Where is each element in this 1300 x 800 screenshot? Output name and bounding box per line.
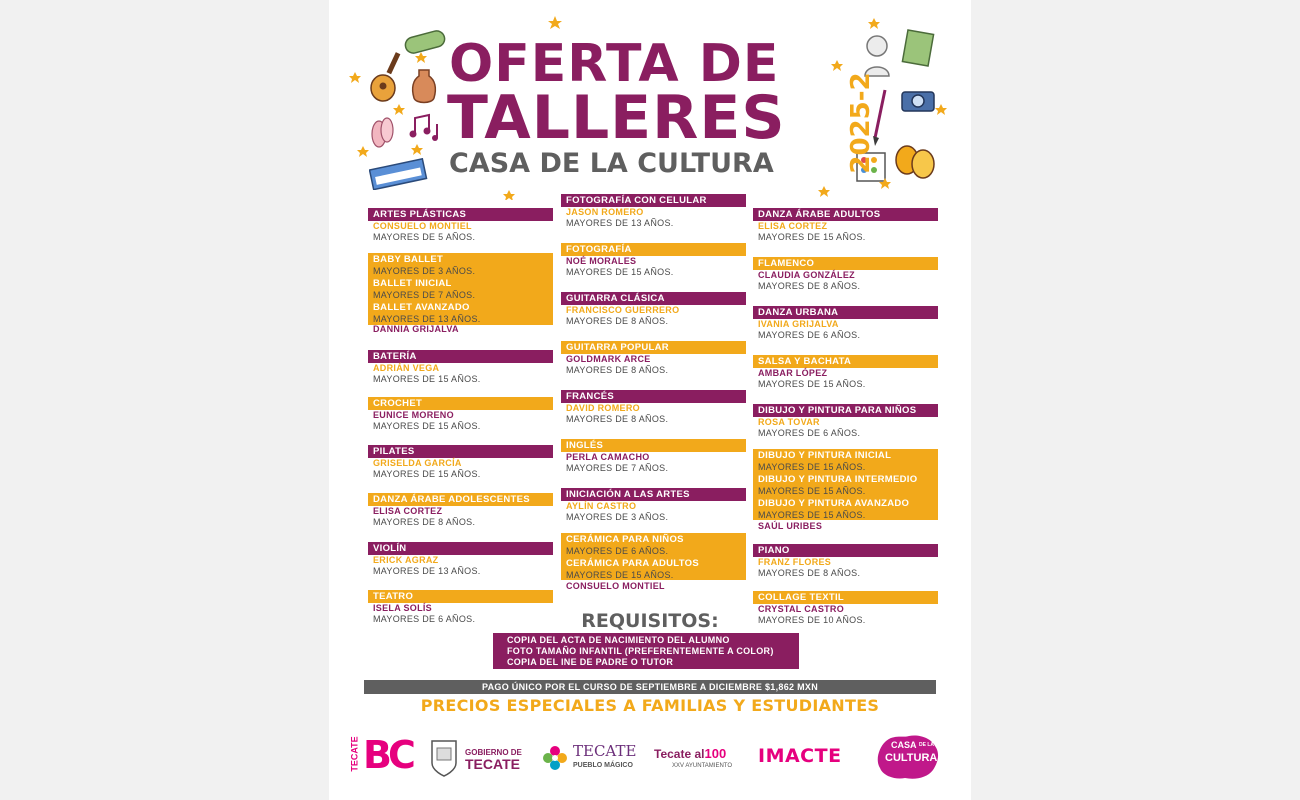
workshop-title: ARTES PLÁSTICAS <box>368 208 553 221</box>
workshop-instructor: AMBAR LÓPEZ <box>758 368 828 378</box>
workshop-title: FRANCÉS <box>561 390 746 403</box>
workshop-age: MAYORES DE 8 AÑOS. <box>373 517 476 527</box>
workshop-instructor: CRYSTAL CASTRO <box>758 604 845 614</box>
subtitle: CASA DE LA CULTURA <box>449 148 774 179</box>
tecate-bc-logo <box>345 735 413 781</box>
casa-line-2: DE LA <box>919 742 934 748</box>
workshop-instructor: GRISELDA GARCÍA <box>373 458 462 468</box>
tecateal-number: 100 <box>704 746 727 761</box>
workshop-age: MAYORES DE 8 AÑOS. <box>566 365 669 375</box>
workshop-title: VIOLÍN <box>368 542 553 555</box>
workshop-age: MAYORES DE 8 AÑOS. <box>758 568 861 578</box>
pueblo-magico-logo <box>541 740 636 780</box>
workshop-age: MAYORES DE 6 AÑOS. <box>758 330 861 340</box>
casa-line-1: CASA <box>891 740 917 750</box>
workshop-title: INGLÉS <box>561 439 746 452</box>
workshop-title: DANZA ÁRABE ADULTOS <box>753 208 938 221</box>
workshop-age: MAYORES DE 6 AÑOS. <box>373 614 476 624</box>
gobierno-tecate-logo <box>429 736 524 782</box>
workshop-title: GUITARRA POPULAR <box>561 341 746 354</box>
workshop-instructor: ROSA TOVAR <box>758 417 820 427</box>
workshop-age: MAYORES DE 6 AÑOS. <box>758 428 861 438</box>
workshop-artes-plasticas <box>368 208 553 243</box>
workshop-piano <box>753 544 938 579</box>
workshop-bateria <box>368 350 553 385</box>
workshop-instructor: CONSUELO MONTIEL <box>373 221 472 231</box>
workshop-title: INICIACIÓN A LAS ARTES <box>561 488 746 501</box>
workshop-instructor: CONSUELO MONTIEL <box>566 581 665 591</box>
workshop-guitarra-popular <box>561 341 746 376</box>
title-line-1: OFERTA DE <box>449 34 780 94</box>
workshop-instructor: FRANZ FLORES <box>758 557 832 567</box>
casa-line-3: CULTURA <box>885 752 938 764</box>
workshop-age: MAYORES DE 15 AÑOS. <box>758 462 866 472</box>
workshop-instructor: ISELA SOLÍS <box>373 603 432 613</box>
requirements-box <box>493 633 799 669</box>
tecate-al-100-logo <box>654 745 744 775</box>
workshop-instructor: SAÚL URIBES <box>758 521 823 531</box>
workshop-salsa-bachata <box>753 355 938 390</box>
workshop-instructor: ERICK AGRAZ <box>373 555 439 565</box>
workshop-title: BALLET INICIAL <box>373 278 452 289</box>
workshop-danza-urbana <box>753 306 938 341</box>
special-prices-text: PRECIOS ESPECIALES A FAMILIAS Y ESTUDIANTES <box>420 696 880 715</box>
workshop-age: MAYORES DE 8 AÑOS. <box>566 414 669 424</box>
workshop-age: MAYORES DE 15 AÑOS. <box>758 486 866 496</box>
flower-icon <box>541 744 569 772</box>
workshop-instructor: EUNICE MORENO <box>373 410 454 420</box>
tecate-bc-city-text: TECATE <box>349 736 360 772</box>
workshop-age: MAYORES DE 15 AÑOS. <box>566 570 674 580</box>
municipal-seal-icon <box>429 738 459 778</box>
workshop-title: SALSA Y BACHATA <box>753 355 938 368</box>
poster <box>329 0 971 800</box>
workshop-title: DIBUJO Y PINTURA PARA NIÑOS <box>753 404 938 417</box>
workshop-age: MAYORES DE 8 AÑOS. <box>566 316 669 326</box>
workshop-age: MAYORES DE 15 AÑOS. <box>373 469 481 479</box>
workshop-title: DANZA URBANA <box>753 306 938 319</box>
workshop-age: MAYORES DE 7 AÑOS. <box>566 463 669 473</box>
workshop-title: FOTOGRAFÍA <box>561 243 746 256</box>
workshop-age: MAYORES DE 10 AÑOS. <box>758 615 866 625</box>
workshop-title: DIBUJO Y PINTURA INTERMEDIO <box>758 474 918 485</box>
workshop-ingles <box>561 439 746 474</box>
pueblo-line-2: PUEBLO MÁGICO <box>573 762 633 769</box>
workshop-age: MAYORES DE 8 AÑOS. <box>758 281 861 291</box>
workshop-title: CERÁMICA PARA ADULTOS <box>566 558 699 569</box>
workshop-title: TEATRO <box>368 590 553 603</box>
tecateal-text: Tecate al <box>654 747 705 761</box>
dibujo-block <box>753 449 938 520</box>
workshop-age: MAYORES DE 15 AÑOS. <box>758 510 866 520</box>
workshop-title: GUITARRA CLÁSICA <box>561 292 746 305</box>
workshop-pilates <box>368 445 553 480</box>
workshop-title: CROCHET <box>368 397 553 410</box>
ballet-instructor-row <box>368 324 553 335</box>
workshop-fotografia-celular <box>561 194 746 229</box>
workshop-title: FOTOGRAFÍA CON CELULAR <box>561 194 746 207</box>
ceramica-block <box>561 533 746 580</box>
workshop-instructor: ELISA CORTEZ <box>758 221 828 231</box>
workshop-age: MAYORES DE 13 AÑOS. <box>373 566 481 576</box>
workshop-title: PILATES <box>368 445 553 458</box>
workshop-instructor: CLAUDIA GONZÁLEZ <box>758 270 855 280</box>
gobierno-line-2: TECATE <box>465 756 520 772</box>
workshop-age: MAYORES DE 15 AÑOS. <box>566 267 674 277</box>
workshop-instructor: AYLÍN CASTRO <box>566 501 637 511</box>
tecateal-subtitle: XXV AYUNTAMIENTO <box>672 763 733 769</box>
workshop-title: BATERÍA <box>368 350 553 363</box>
tecate-bc-mark: BC <box>363 733 412 777</box>
workshop-instructor: GOLDMARK ARCE <box>566 354 651 364</box>
workshop-frances <box>561 390 746 425</box>
year-label: 2025-2 <box>846 72 876 174</box>
workshop-title: CERÁMICA PARA NIÑOS <box>566 534 684 545</box>
workshop-instructor: NOÉ MORALES <box>566 256 637 266</box>
gobierno-line-1: GOBIERNO DE <box>465 748 522 757</box>
requirement-item: COPIA DEL INE DE PADRE O TUTOR <box>507 657 674 667</box>
workshop-title: DIBUJO Y PINTURA INICIAL <box>758 450 892 461</box>
workshop-age: MAYORES DE 5 AÑOS. <box>373 232 476 242</box>
workshop-iniciacion-artes <box>561 488 746 523</box>
requirements-title: REQUISITOS: <box>581 610 719 632</box>
workshop-instructor: DAVID ROMERO <box>566 403 640 413</box>
workshop-age: MAYORES DE 6 AÑOS. <box>566 546 669 556</box>
dibujo-instructor-row <box>753 521 938 532</box>
workshop-fotografia <box>561 243 746 278</box>
requirement-item: COPIA DEL ACTA DE NACIMIENTO DEL ALUMNO <box>507 635 730 645</box>
workshop-danza-arabe-adultos <box>753 208 938 243</box>
workshop-age: MAYORES DE 15 AÑOS. <box>758 379 866 389</box>
workshop-title: BALLET AVANZADO <box>373 302 470 313</box>
ballet-block <box>368 253 553 325</box>
title-line-2: TALLERES <box>447 83 786 153</box>
workshop-age: MAYORES DE 13 AÑOS. <box>566 218 674 228</box>
workshop-flamenco <box>753 257 938 292</box>
workshop-age: MAYORES DE 13 AÑOS. <box>373 314 481 324</box>
workshop-guitarra-clasica <box>561 292 746 327</box>
workshop-danza-arabe-adolescentes <box>368 493 553 528</box>
workshop-age: MAYORES DE 3 AÑOS. <box>373 266 476 276</box>
workshop-age: MAYORES DE 3 AÑOS. <box>566 512 669 522</box>
workshop-instructor: ELISA CORTEZ <box>373 506 443 516</box>
workshop-title: COLLAGE TEXTIL <box>753 591 938 604</box>
workshop-crochet <box>368 397 553 432</box>
workshop-instructor: JASON ROMERO <box>566 207 644 217</box>
workshop-age: MAYORES DE 15 AÑOS. <box>373 421 481 431</box>
workshop-instructor: FRANCISCO GUERRERO <box>566 305 680 315</box>
workshop-instructor: PERLA CAMACHO <box>566 452 650 462</box>
payment-banner: PAGO ÚNICO POR EL CURSO DE SEPTIEMBRE A DICIEMBRE $1,862 MXN <box>364 680 936 694</box>
workshop-age: MAYORES DE 15 AÑOS. <box>373 374 481 384</box>
workshop-title: DIBUJO Y PINTURA AVANZADO <box>758 498 910 509</box>
workshop-age: MAYORES DE 15 AÑOS. <box>758 232 866 242</box>
workshop-age: MAYORES DE 7 AÑOS. <box>373 290 476 300</box>
workshop-violin <box>368 542 553 577</box>
workshop-title: FLAMENCO <box>753 257 938 270</box>
workshop-title: DANZA ÁRABE ADOLESCENTES <box>368 493 553 506</box>
casa-cultura-logo <box>875 732 941 782</box>
requirement-item: FOTO TAMAÑO INFANTIL (PREFERENTEMENTE A COLOR) <box>507 646 774 656</box>
workshop-title: PIANO <box>753 544 938 557</box>
ceramica-instructor-row <box>561 581 746 592</box>
workshop-instructor: ADRIÁN VEGA <box>373 363 440 373</box>
workshop-title: BABY BALLET <box>373 254 444 265</box>
workshop-instructor: DANNIA GRIJALVA <box>373 324 459 334</box>
workshop-instructor: IVANIA GRIJALVA <box>758 319 839 329</box>
pueblo-line-1: TECATE <box>573 742 637 760</box>
imacte-logo: IMACTE <box>758 745 842 767</box>
workshop-dibujo-ninos <box>753 404 938 439</box>
